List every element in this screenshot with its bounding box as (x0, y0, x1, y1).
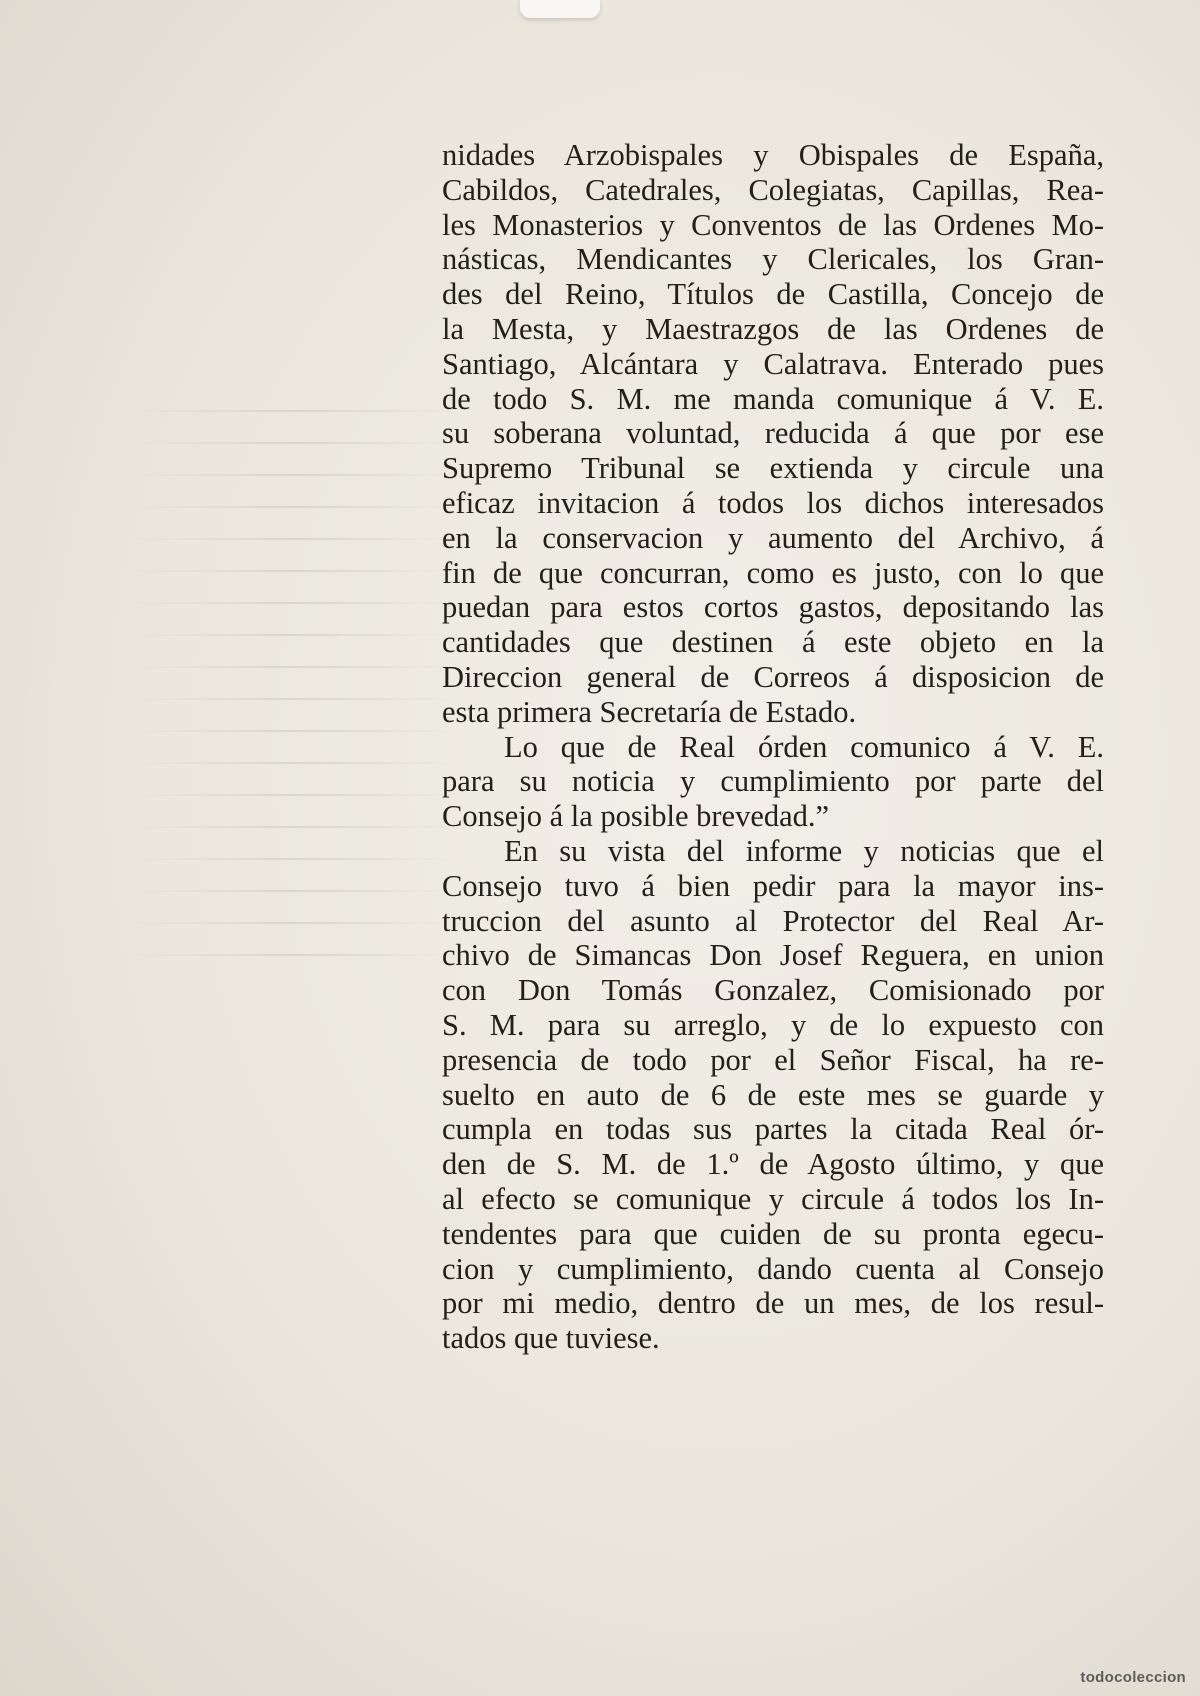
text-line: En su vista del informe y noticias que el (504, 833, 1104, 868)
text-line: Supremo Tribunal se extienda y circule una (442, 451, 1104, 486)
text-line: en la conservacion y aumento del Archivo, á (442, 520, 1104, 555)
text-line: S. M. para su arreglo, y de lo expuesto con (442, 1007, 1104, 1042)
text-line: des del Reino, Títulos de Castilla, Concejo de (442, 277, 1104, 312)
text-line: presencia de todo por el Señor Fiscal, ha re- (442, 1042, 1104, 1077)
text-line: la Mesta, y Maestrazgos de las Ordenes de (442, 311, 1104, 346)
text-line: tendentes para que cuiden de su pronta egecu- (442, 1216, 1104, 1251)
text-line: suelto en auto de 6 de este mes se guarde y (442, 1077, 1104, 1112)
text-line: den de S. M. de 1.º de Agosto último, y que (442, 1147, 1104, 1182)
text-line: chivo de Simancas Don Josef Reguera, en union (442, 938, 1104, 973)
text-line: fin de que concurran, como es justo, con lo que (442, 555, 1104, 590)
text-line: Direccion general de Correos á disposicion de (442, 659, 1104, 694)
watermark: todocoleccion (1080, 1669, 1186, 1686)
bleed-through-text (130, 380, 460, 1340)
text-line: puedan para estos cortos gastos, depositando las (442, 590, 1104, 625)
text-line: Consejo á la posible brevedad.” (442, 799, 830, 834)
text-line: por mi medio, dentro de un mes, de los resul- (442, 1286, 1104, 1321)
text-line: násticas, Mendicantes y Clericales, los Gran- (442, 242, 1104, 277)
text-line: eficaz invitacion á todos los dichos interesados (442, 485, 1104, 520)
text-line: cion y cumplimiento, dando cuenta al Consejo (442, 1251, 1104, 1286)
text-line: su soberana voluntad, reducida á que por ese (442, 416, 1104, 451)
text-line: al efecto se comunique y circule á todos los In- (442, 1181, 1104, 1216)
text-line: esta primera Secretaría de Estado. (442, 694, 857, 729)
text-line: de todo S. M. me manda comunique á V. E. (442, 381, 1104, 416)
text-line: Santiago, Alcántara y Calatrava. Enterado pues (442, 346, 1104, 381)
body-text (442, 138, 1104, 1356)
text-line: para su noticia y cumplimiento por parte del (442, 764, 1104, 799)
text-line: cumpla en todas sus partes la citada Real ór- (442, 1112, 1104, 1147)
text-line: nidades Arzobispales y Obispales de España, (442, 138, 1104, 172)
text-line: tados que tuviese. (442, 1321, 660, 1356)
text-line: les Monasterios y Conventos de las Ordenes Mo- (442, 207, 1104, 242)
text-line: Cabildos, Catedrales, Colegiatas, Capillas, Rea- (442, 172, 1104, 207)
text-line: cantidades que destinen á este objeto en la (442, 625, 1104, 660)
text-line: con Don Tomás Gonzalez, Comisionado por (442, 973, 1104, 1008)
text-line: Lo que de Real órden comunico á V. E. (504, 729, 1104, 764)
paper-fold (520, 0, 600, 18)
text-line: Consejo tuvo á bien pedir para la mayor ins- (442, 868, 1104, 903)
text-line: truccion del asunto al Protector del Real Ar- (442, 903, 1104, 938)
